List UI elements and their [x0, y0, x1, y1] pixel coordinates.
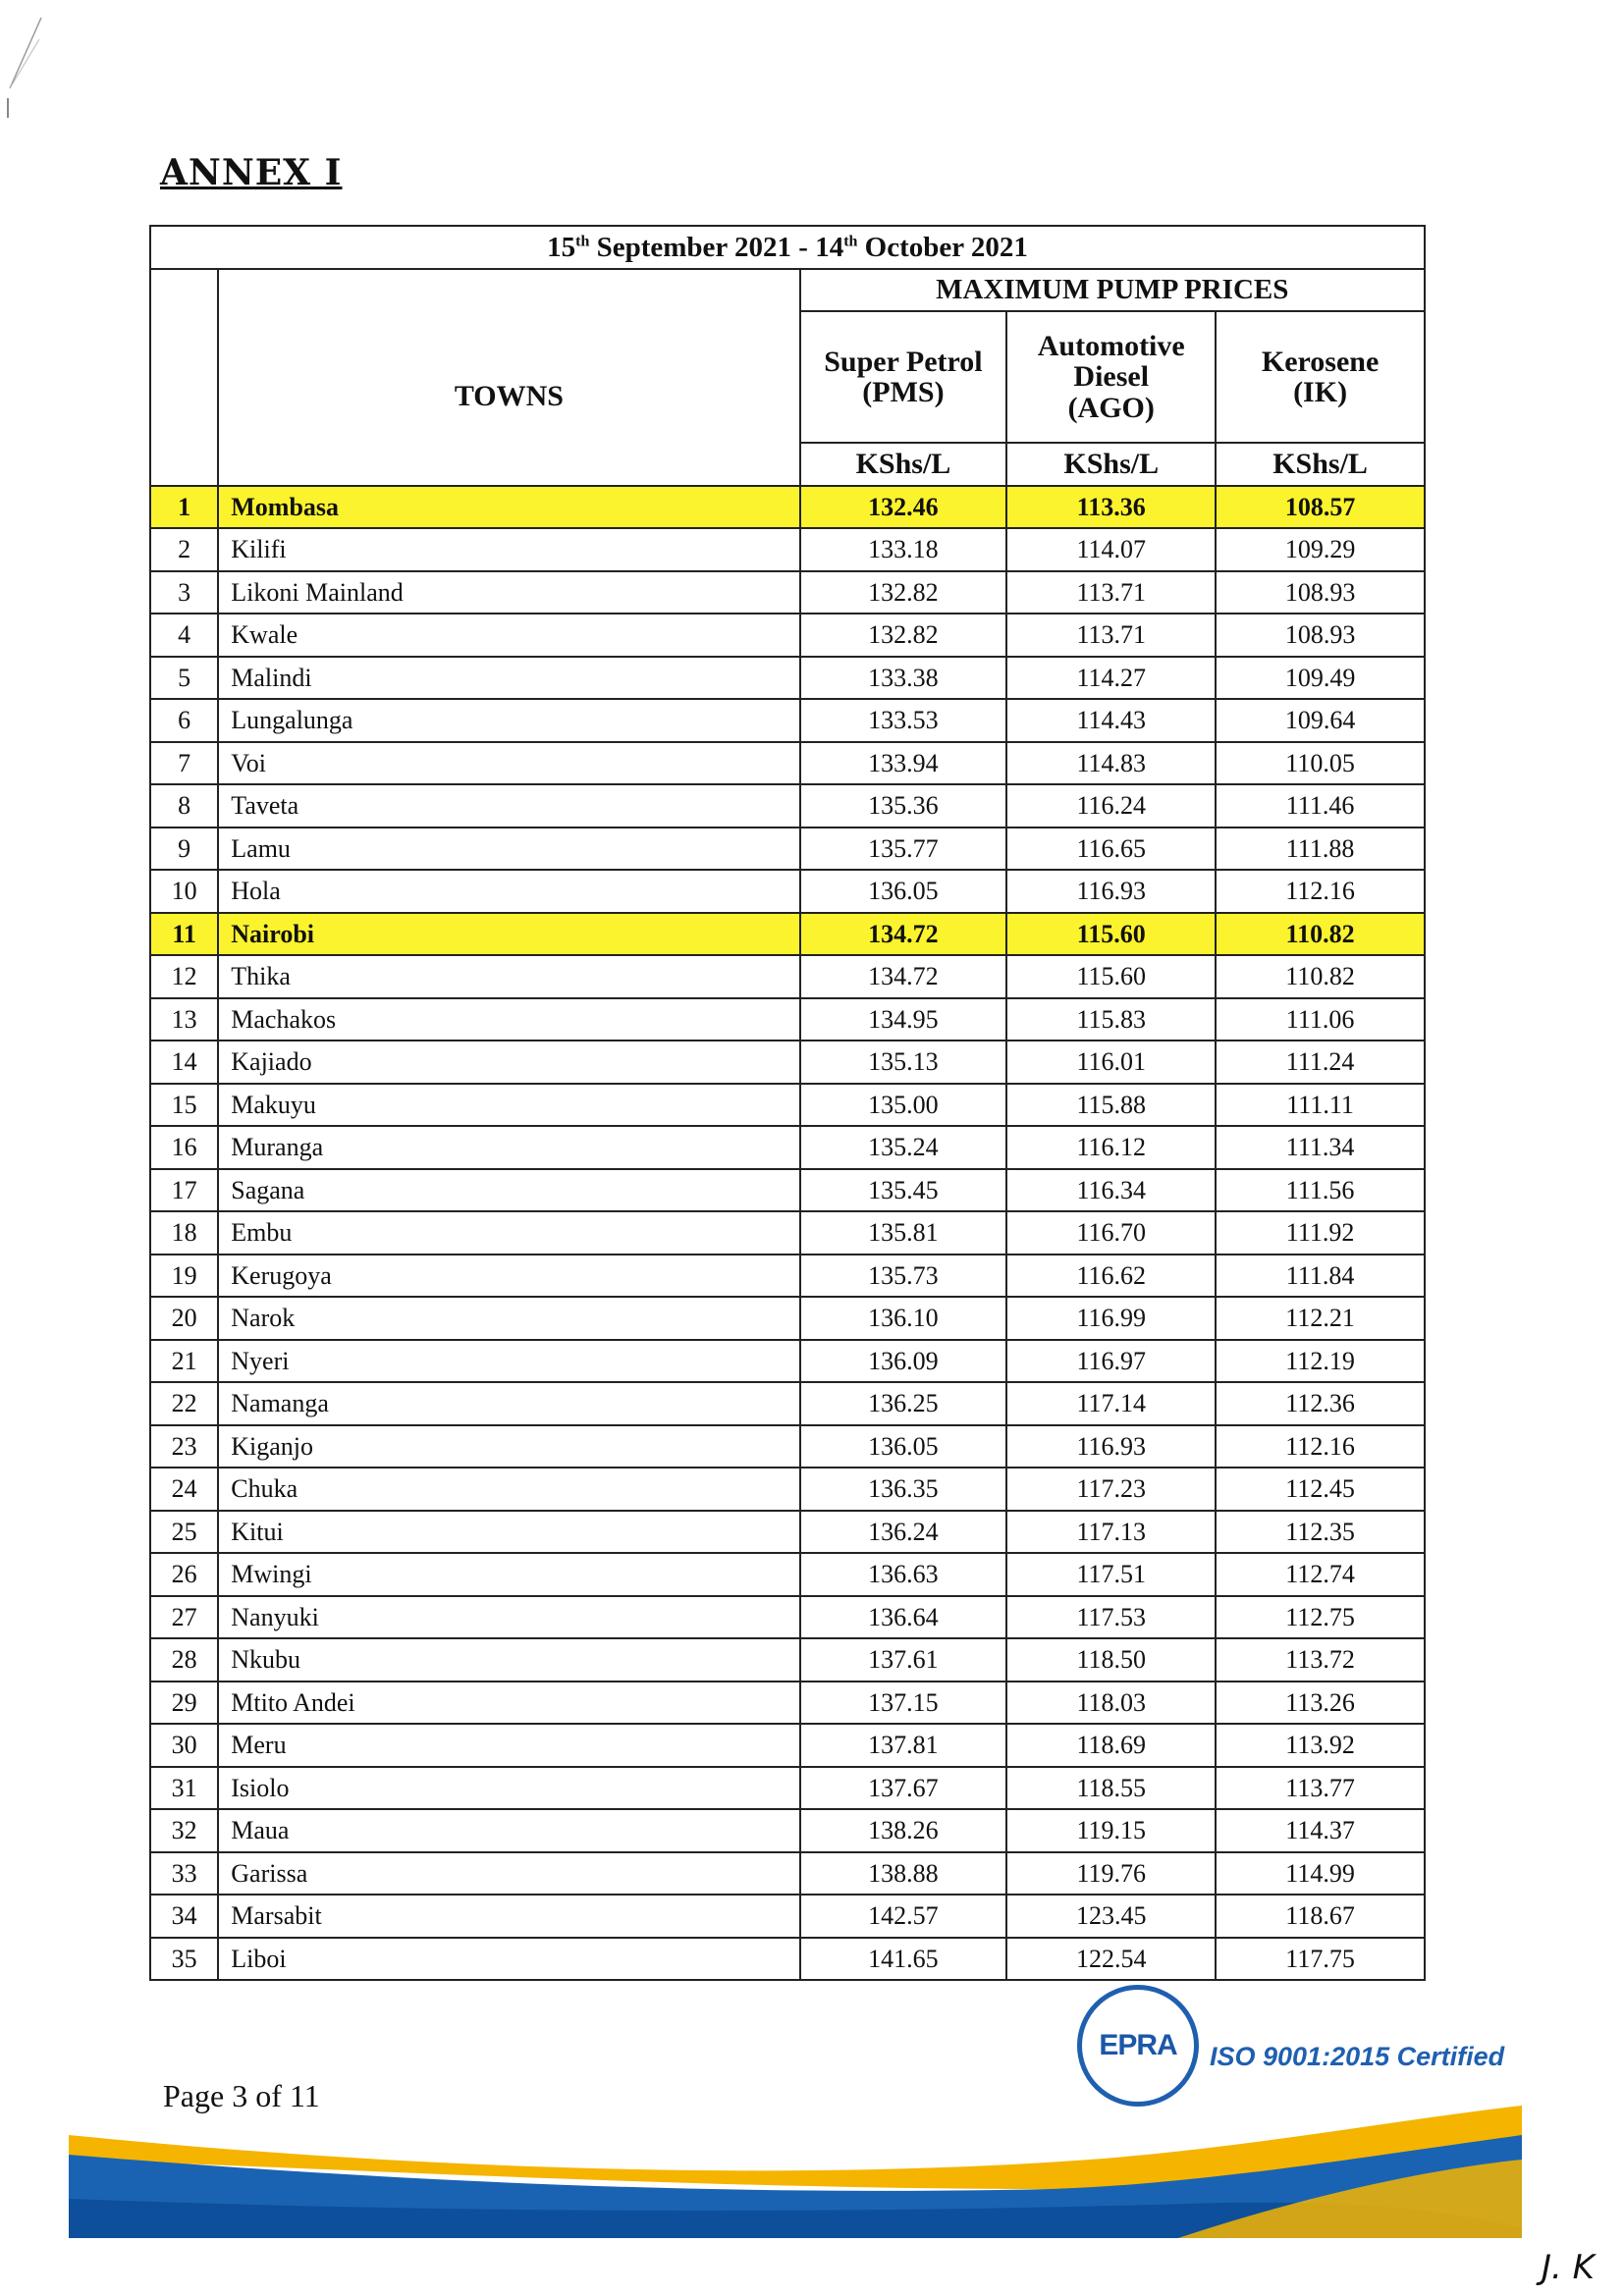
ago-price: 116.24	[1006, 784, 1216, 828]
ik-price: 111.06	[1216, 998, 1425, 1041]
table-row	[150, 1938, 1425, 1981]
ago-price: 116.65	[1006, 828, 1216, 871]
town-name: Chuka	[218, 1468, 799, 1511]
table-row	[150, 1596, 1425, 1639]
ik-price: 112.45	[1216, 1468, 1425, 1511]
ik-price: 118.67	[1216, 1895, 1425, 1938]
ik-price: 112.16	[1216, 870, 1425, 913]
table-row	[150, 614, 1425, 657]
table-row	[150, 784, 1425, 828]
pms-price: 135.81	[800, 1211, 1007, 1255]
row-number: 28	[150, 1638, 218, 1682]
pms-price: 137.81	[800, 1724, 1007, 1767]
pms-price: 137.15	[800, 1682, 1007, 1725]
pms-price: 138.26	[800, 1809, 1007, 1852]
town-name: Mtito Andei	[218, 1682, 799, 1725]
ik-price: 109.49	[1216, 657, 1425, 700]
row-number: 26	[150, 1553, 218, 1596]
pms-price: 135.73	[800, 1255, 1007, 1298]
ik-price: 113.72	[1216, 1638, 1425, 1682]
town-name: Narok	[218, 1297, 799, 1340]
pms-price: 135.13	[800, 1041, 1007, 1084]
pms-price: 136.63	[800, 1553, 1007, 1596]
ago-price: 116.01	[1006, 1041, 1216, 1084]
ago-price: 117.51	[1006, 1553, 1216, 1596]
ik-price: 111.34	[1216, 1126, 1425, 1169]
table-row	[150, 1468, 1425, 1511]
table-row	[150, 1767, 1425, 1810]
ik-price: 111.46	[1216, 784, 1425, 828]
pms-price: 132.82	[800, 614, 1007, 657]
ik-header: Kerosene (IK)	[1216, 311, 1425, 443]
row-number: 24	[150, 1468, 218, 1511]
pms-price: 133.94	[800, 742, 1007, 785]
row-number: 16	[150, 1126, 218, 1169]
town-name: Namanga	[218, 1382, 799, 1425]
pms-price: 135.45	[800, 1169, 1007, 1212]
pms-price: 136.10	[800, 1297, 1007, 1340]
pms-price: 138.88	[800, 1852, 1007, 1896]
ago-unit: KShs/L	[1006, 443, 1216, 486]
town-name: Taveta	[218, 784, 799, 828]
ik-price: 110.05	[1216, 742, 1425, 785]
town-name: Maua	[218, 1809, 799, 1852]
row-number: 20	[150, 1297, 218, 1340]
row-number: 35	[150, 1938, 218, 1981]
ago-price: 114.43	[1006, 699, 1216, 742]
ago-price: 119.76	[1006, 1852, 1216, 1896]
town-name: Marsabit	[218, 1895, 799, 1938]
row-number: 33	[150, 1852, 218, 1896]
town-name: Kwale	[218, 614, 799, 657]
table-row	[150, 1169, 1425, 1212]
ago-price: 116.62	[1006, 1255, 1216, 1298]
ik-price: 108.93	[1216, 614, 1425, 657]
pms-price: 136.25	[800, 1382, 1007, 1425]
max-prices-header: MAXIMUM PUMP PRICES	[800, 269, 1425, 312]
table-row	[150, 1724, 1425, 1767]
town-name: Malindi	[218, 657, 799, 700]
town-name: Likoni Mainland	[218, 571, 799, 614]
row-number: 14	[150, 1041, 218, 1084]
table-row	[150, 955, 1425, 998]
row-number: 2	[150, 528, 218, 571]
table-row	[150, 870, 1425, 913]
pms-header: Super Petrol (PMS)	[800, 311, 1007, 443]
page-number: Page 3 of 11	[163, 2078, 320, 2113]
pms-price: 135.00	[800, 1084, 1007, 1127]
row-number: 32	[150, 1809, 218, 1852]
table-row	[150, 528, 1425, 571]
row-number: 13	[150, 998, 218, 1041]
town-name: Mwingi	[218, 1553, 799, 1596]
town-name: Nanyuki	[218, 1596, 799, 1639]
row-number: 31	[150, 1767, 218, 1810]
table-row	[150, 1852, 1425, 1896]
table-row	[150, 1425, 1425, 1468]
town-name: Mombasa	[218, 486, 799, 529]
ago-price: 118.50	[1006, 1638, 1216, 1682]
town-name: Nairobi	[218, 913, 799, 956]
ik-price: 117.75	[1216, 1938, 1425, 1981]
max-prices-header-row	[150, 269, 1425, 312]
table-row	[150, 657, 1425, 700]
table-row	[150, 913, 1425, 956]
ik-price: 113.26	[1216, 1682, 1425, 1725]
table-row	[150, 1297, 1425, 1340]
table-row	[150, 1511, 1425, 1554]
pms-price: 142.57	[800, 1895, 1007, 1938]
pms-price: 133.18	[800, 528, 1007, 571]
row-number: 19	[150, 1255, 218, 1298]
ago-price: 116.34	[1006, 1169, 1216, 1212]
pms-price: 136.64	[800, 1596, 1007, 1639]
annex-title: ANNEX I	[160, 152, 343, 193]
row-number: 6	[150, 699, 218, 742]
pms-price: 136.05	[800, 870, 1007, 913]
epra-logo-text: EPRA	[1099, 2029, 1177, 2061]
ago-price: 113.71	[1006, 571, 1216, 614]
row-number: 17	[150, 1169, 218, 1212]
iso-certification: ISO 9001:2015 Certified	[1210, 2042, 1505, 2071]
ago-price: 116.99	[1006, 1297, 1216, 1340]
town-name: Lamu	[218, 828, 799, 871]
town-name: Voi	[218, 742, 799, 785]
row-number: 34	[150, 1895, 218, 1938]
row-number: 5	[150, 657, 218, 700]
epra-logo	[1077, 1985, 1199, 2107]
ik-price: 111.92	[1216, 1211, 1425, 1255]
table-row	[150, 699, 1425, 742]
pms-price: 136.05	[800, 1425, 1007, 1468]
pump-prices-table	[149, 225, 1426, 1981]
table-row	[150, 1211, 1425, 1255]
ik-price: 109.29	[1216, 528, 1425, 571]
footer-wave-banner	[69, 2091, 1551, 2238]
table-row	[150, 998, 1425, 1041]
town-name: Embu	[218, 1211, 799, 1255]
ik-price: 112.21	[1216, 1297, 1425, 1340]
ago-price: 117.23	[1006, 1468, 1216, 1511]
ik-unit: KShs/L	[1216, 443, 1425, 486]
period-header-row	[150, 226, 1425, 269]
town-name: Isiolo	[218, 1767, 799, 1810]
pms-price: 134.95	[800, 998, 1007, 1041]
handwritten-initials: J. K	[1542, 2248, 1595, 2287]
town-name: Kiganjo	[218, 1425, 799, 1468]
table-row	[150, 1382, 1425, 1425]
ik-price: 114.37	[1216, 1809, 1425, 1852]
pms-price: 136.09	[800, 1340, 1007, 1383]
table-row	[150, 1126, 1425, 1169]
ago-price: 119.15	[1006, 1809, 1216, 1852]
row-number: 27	[150, 1596, 218, 1639]
town-name: Liboi	[218, 1938, 799, 1981]
table-row	[150, 1041, 1425, 1084]
table-row	[150, 742, 1425, 785]
pms-price: 135.77	[800, 828, 1007, 871]
ago-price: 118.69	[1006, 1724, 1216, 1767]
pms-price: 132.46	[800, 486, 1007, 529]
table-row	[150, 828, 1425, 871]
ik-price: 111.24	[1216, 1041, 1425, 1084]
town-name: Thika	[218, 955, 799, 998]
row-number: 8	[150, 784, 218, 828]
row-number: 21	[150, 1340, 218, 1383]
ago-price: 122.54	[1006, 1938, 1216, 1981]
ik-price: 113.92	[1216, 1724, 1425, 1767]
pms-price: 134.72	[800, 955, 1007, 998]
town-name: Muranga	[218, 1126, 799, 1169]
row-number: 3	[150, 571, 218, 614]
pms-price: 133.53	[800, 699, 1007, 742]
row-number: 9	[150, 828, 218, 871]
town-name: Machakos	[218, 998, 799, 1041]
ago-price: 116.97	[1006, 1340, 1216, 1383]
ik-price: 111.56	[1216, 1169, 1425, 1212]
ik-price: 110.82	[1216, 913, 1425, 956]
ik-price: 112.16	[1216, 1425, 1425, 1468]
town-name: Kilifi	[218, 528, 799, 571]
ago-price: 117.14	[1006, 1382, 1216, 1425]
towns-header: TOWNS	[218, 269, 799, 486]
table-row	[150, 1553, 1425, 1596]
ago-price: 114.07	[1006, 528, 1216, 571]
ago-price: 115.83	[1006, 998, 1216, 1041]
ik-price: 110.82	[1216, 955, 1425, 998]
table-row	[150, 571, 1425, 614]
ik-price: 108.57	[1216, 486, 1425, 529]
ago-header: Automotive Diesel (AGO)	[1006, 311, 1216, 443]
ik-price: 114.99	[1216, 1852, 1425, 1896]
ago-price: 117.53	[1006, 1596, 1216, 1639]
row-number: 11	[150, 913, 218, 956]
period-heading: 15th September 2021 - 14th October 2021	[150, 226, 1425, 269]
ago-price: 116.93	[1006, 1425, 1216, 1468]
table-row	[150, 1084, 1425, 1127]
row-number: 4	[150, 614, 218, 657]
ago-price: 114.83	[1006, 742, 1216, 785]
ago-price: 116.70	[1006, 1211, 1216, 1255]
ago-price: 114.27	[1006, 657, 1216, 700]
pms-price: 134.72	[800, 913, 1007, 956]
ago-price: 115.60	[1006, 955, 1216, 998]
ago-price: 118.55	[1006, 1767, 1216, 1810]
town-name: Lungalunga	[218, 699, 799, 742]
row-number: 25	[150, 1511, 218, 1554]
row-number: 12	[150, 955, 218, 998]
row-number: 29	[150, 1682, 218, 1725]
ik-price: 113.77	[1216, 1767, 1425, 1810]
pms-price: 137.67	[800, 1767, 1007, 1810]
pms-price: 132.82	[800, 571, 1007, 614]
ik-price: 111.88	[1216, 828, 1425, 871]
ago-price: 113.36	[1006, 486, 1216, 529]
ago-price: 123.45	[1006, 1895, 1216, 1938]
table-row	[150, 1340, 1425, 1383]
pms-price: 136.24	[800, 1511, 1007, 1554]
pms-price: 135.24	[800, 1126, 1007, 1169]
table-row	[150, 1809, 1425, 1852]
row-number: 7	[150, 742, 218, 785]
ago-price: 115.60	[1006, 913, 1216, 956]
town-name: Hola	[218, 870, 799, 913]
town-name: Nkubu	[218, 1638, 799, 1682]
town-name: Kajiado	[218, 1041, 799, 1084]
ago-price: 113.71	[1006, 614, 1216, 657]
table-row	[150, 1638, 1425, 1682]
ago-price: 116.93	[1006, 870, 1216, 913]
pms-price: 141.65	[800, 1938, 1007, 1981]
town-name: Makuyu	[218, 1084, 799, 1127]
pms-price: 136.35	[800, 1468, 1007, 1511]
ago-price: 115.88	[1006, 1084, 1216, 1127]
ik-price: 112.74	[1216, 1553, 1425, 1596]
table-row	[150, 1895, 1425, 1938]
row-number: 22	[150, 1382, 218, 1425]
ik-price: 111.84	[1216, 1255, 1425, 1298]
row-number: 23	[150, 1425, 218, 1468]
town-name: Kitui	[218, 1511, 799, 1554]
ik-price: 108.93	[1216, 571, 1425, 614]
town-name: Garissa	[218, 1852, 799, 1896]
table-row	[150, 486, 1425, 529]
pms-unit: KShs/L	[800, 443, 1007, 486]
ik-price: 112.35	[1216, 1511, 1425, 1554]
row-number: 30	[150, 1724, 218, 1767]
number-header-cell	[150, 269, 218, 486]
table-row	[150, 1682, 1425, 1725]
ik-price: 112.75	[1216, 1596, 1425, 1639]
town-name: Kerugoya	[218, 1255, 799, 1298]
row-number: 1	[150, 486, 218, 529]
row-number: 10	[150, 870, 218, 913]
ik-price: 112.19	[1216, 1340, 1425, 1383]
row-number: 18	[150, 1211, 218, 1255]
ago-price: 116.12	[1006, 1126, 1216, 1169]
pms-price: 135.36	[800, 784, 1007, 828]
town-name: Meru	[218, 1724, 799, 1767]
pms-price: 137.61	[800, 1638, 1007, 1682]
ik-price: 111.11	[1216, 1084, 1425, 1127]
ik-price: 112.36	[1216, 1382, 1425, 1425]
row-number: 15	[150, 1084, 218, 1127]
page-corner-mark	[0, 0, 88, 118]
table-row	[150, 1255, 1425, 1298]
ik-price: 109.64	[1216, 699, 1425, 742]
pms-price: 133.38	[800, 657, 1007, 700]
ago-price: 118.03	[1006, 1682, 1216, 1725]
town-name: Nyeri	[218, 1340, 799, 1383]
town-name: Sagana	[218, 1169, 799, 1212]
ago-price: 117.13	[1006, 1511, 1216, 1554]
